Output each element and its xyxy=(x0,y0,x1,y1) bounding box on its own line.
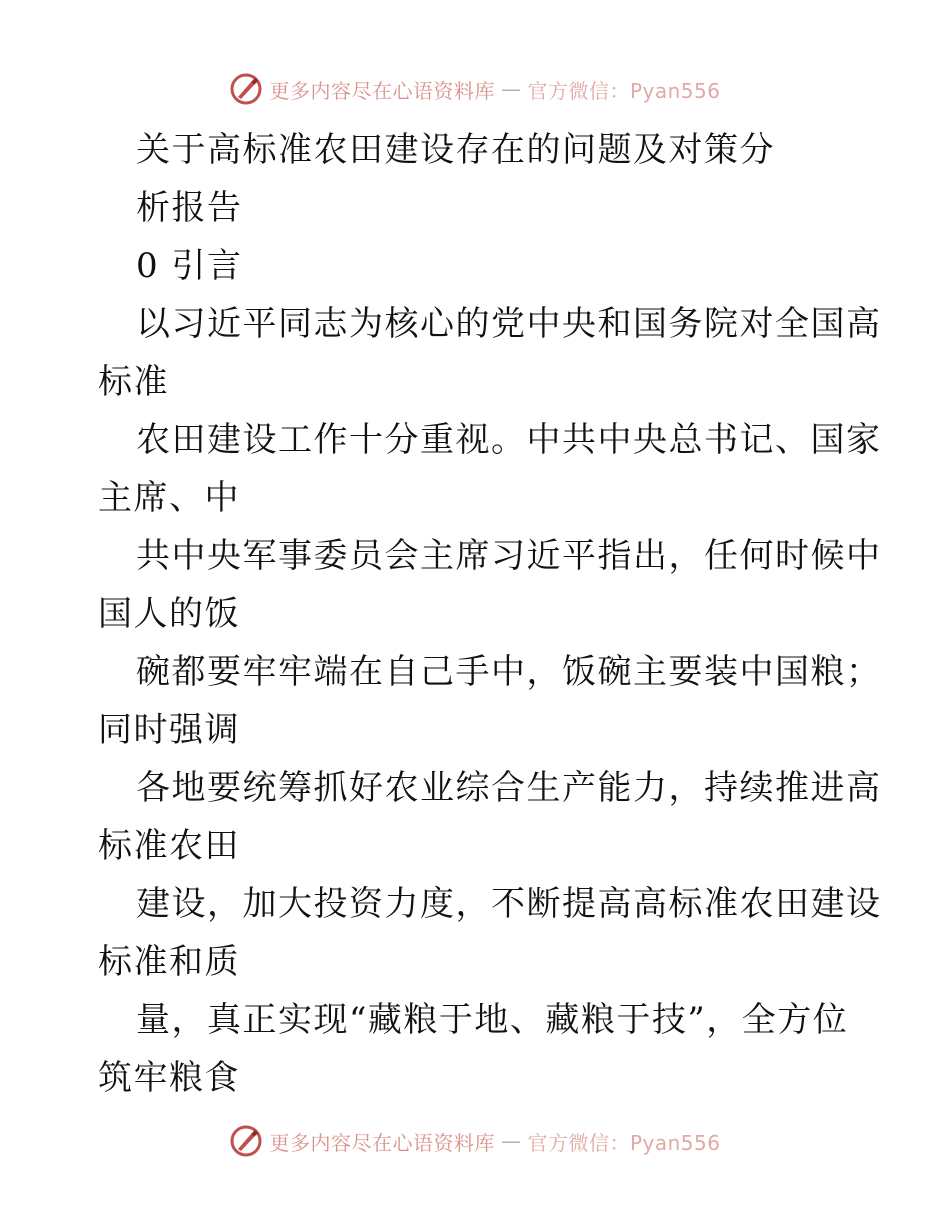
text-line: 同时强调 xyxy=(98,710,240,750)
pen-seal-icon xyxy=(229,1124,263,1158)
text-line: 主席、中 xyxy=(98,478,240,518)
text-line: 标准 xyxy=(98,362,169,402)
text-line: 标准和质 xyxy=(98,942,240,982)
text-line: 农田建设工作十分重视。中共中央总书记、国家 xyxy=(136,420,882,460)
text-line: 筑牢粮食 xyxy=(98,1058,240,1098)
watermark-brand: 更多内容尽在心语资料库 xyxy=(269,1130,495,1155)
title-line-1: 关于高标准农田建设存在的问题及对策分 xyxy=(136,130,775,170)
section-heading: 0 引言 xyxy=(136,246,243,286)
watermark-contact: 官方微信：Pyan556 xyxy=(527,78,721,103)
pen-seal-icon xyxy=(229,72,263,106)
text-line: 共中央军事委员会主席习近平指出，任何时候中 xyxy=(136,536,882,576)
text-line: 碗都要牢牢端在自己手中，饭碗主要装中国粮； xyxy=(136,652,882,692)
header-watermark xyxy=(0,72,950,106)
watermark-brand: 更多内容尽在心语资料库 xyxy=(269,78,495,103)
title-line-2: 析报告 xyxy=(136,188,243,228)
text-line: 建设，加大投资力度，不断提高高标准农田建设 xyxy=(136,884,882,924)
text-line: 国人的饭 xyxy=(98,594,240,634)
watermark-separator: — xyxy=(500,1129,522,1153)
watermark-separator: — xyxy=(500,77,522,101)
text-line: 各地要统筹抓好农业综合生产能力，持续推进高 xyxy=(136,768,882,808)
watermark-contact: 官方微信：Pyan556 xyxy=(527,1130,721,1155)
text-line: 量，真正实现“藏粮于地、藏粮于技”，全方位 xyxy=(136,1000,849,1040)
footer-watermark xyxy=(0,1124,950,1158)
text-line: 以习近平同志为核心的党中央和国务院对全国高 xyxy=(136,304,882,344)
text-line: 标准农田 xyxy=(98,826,240,866)
